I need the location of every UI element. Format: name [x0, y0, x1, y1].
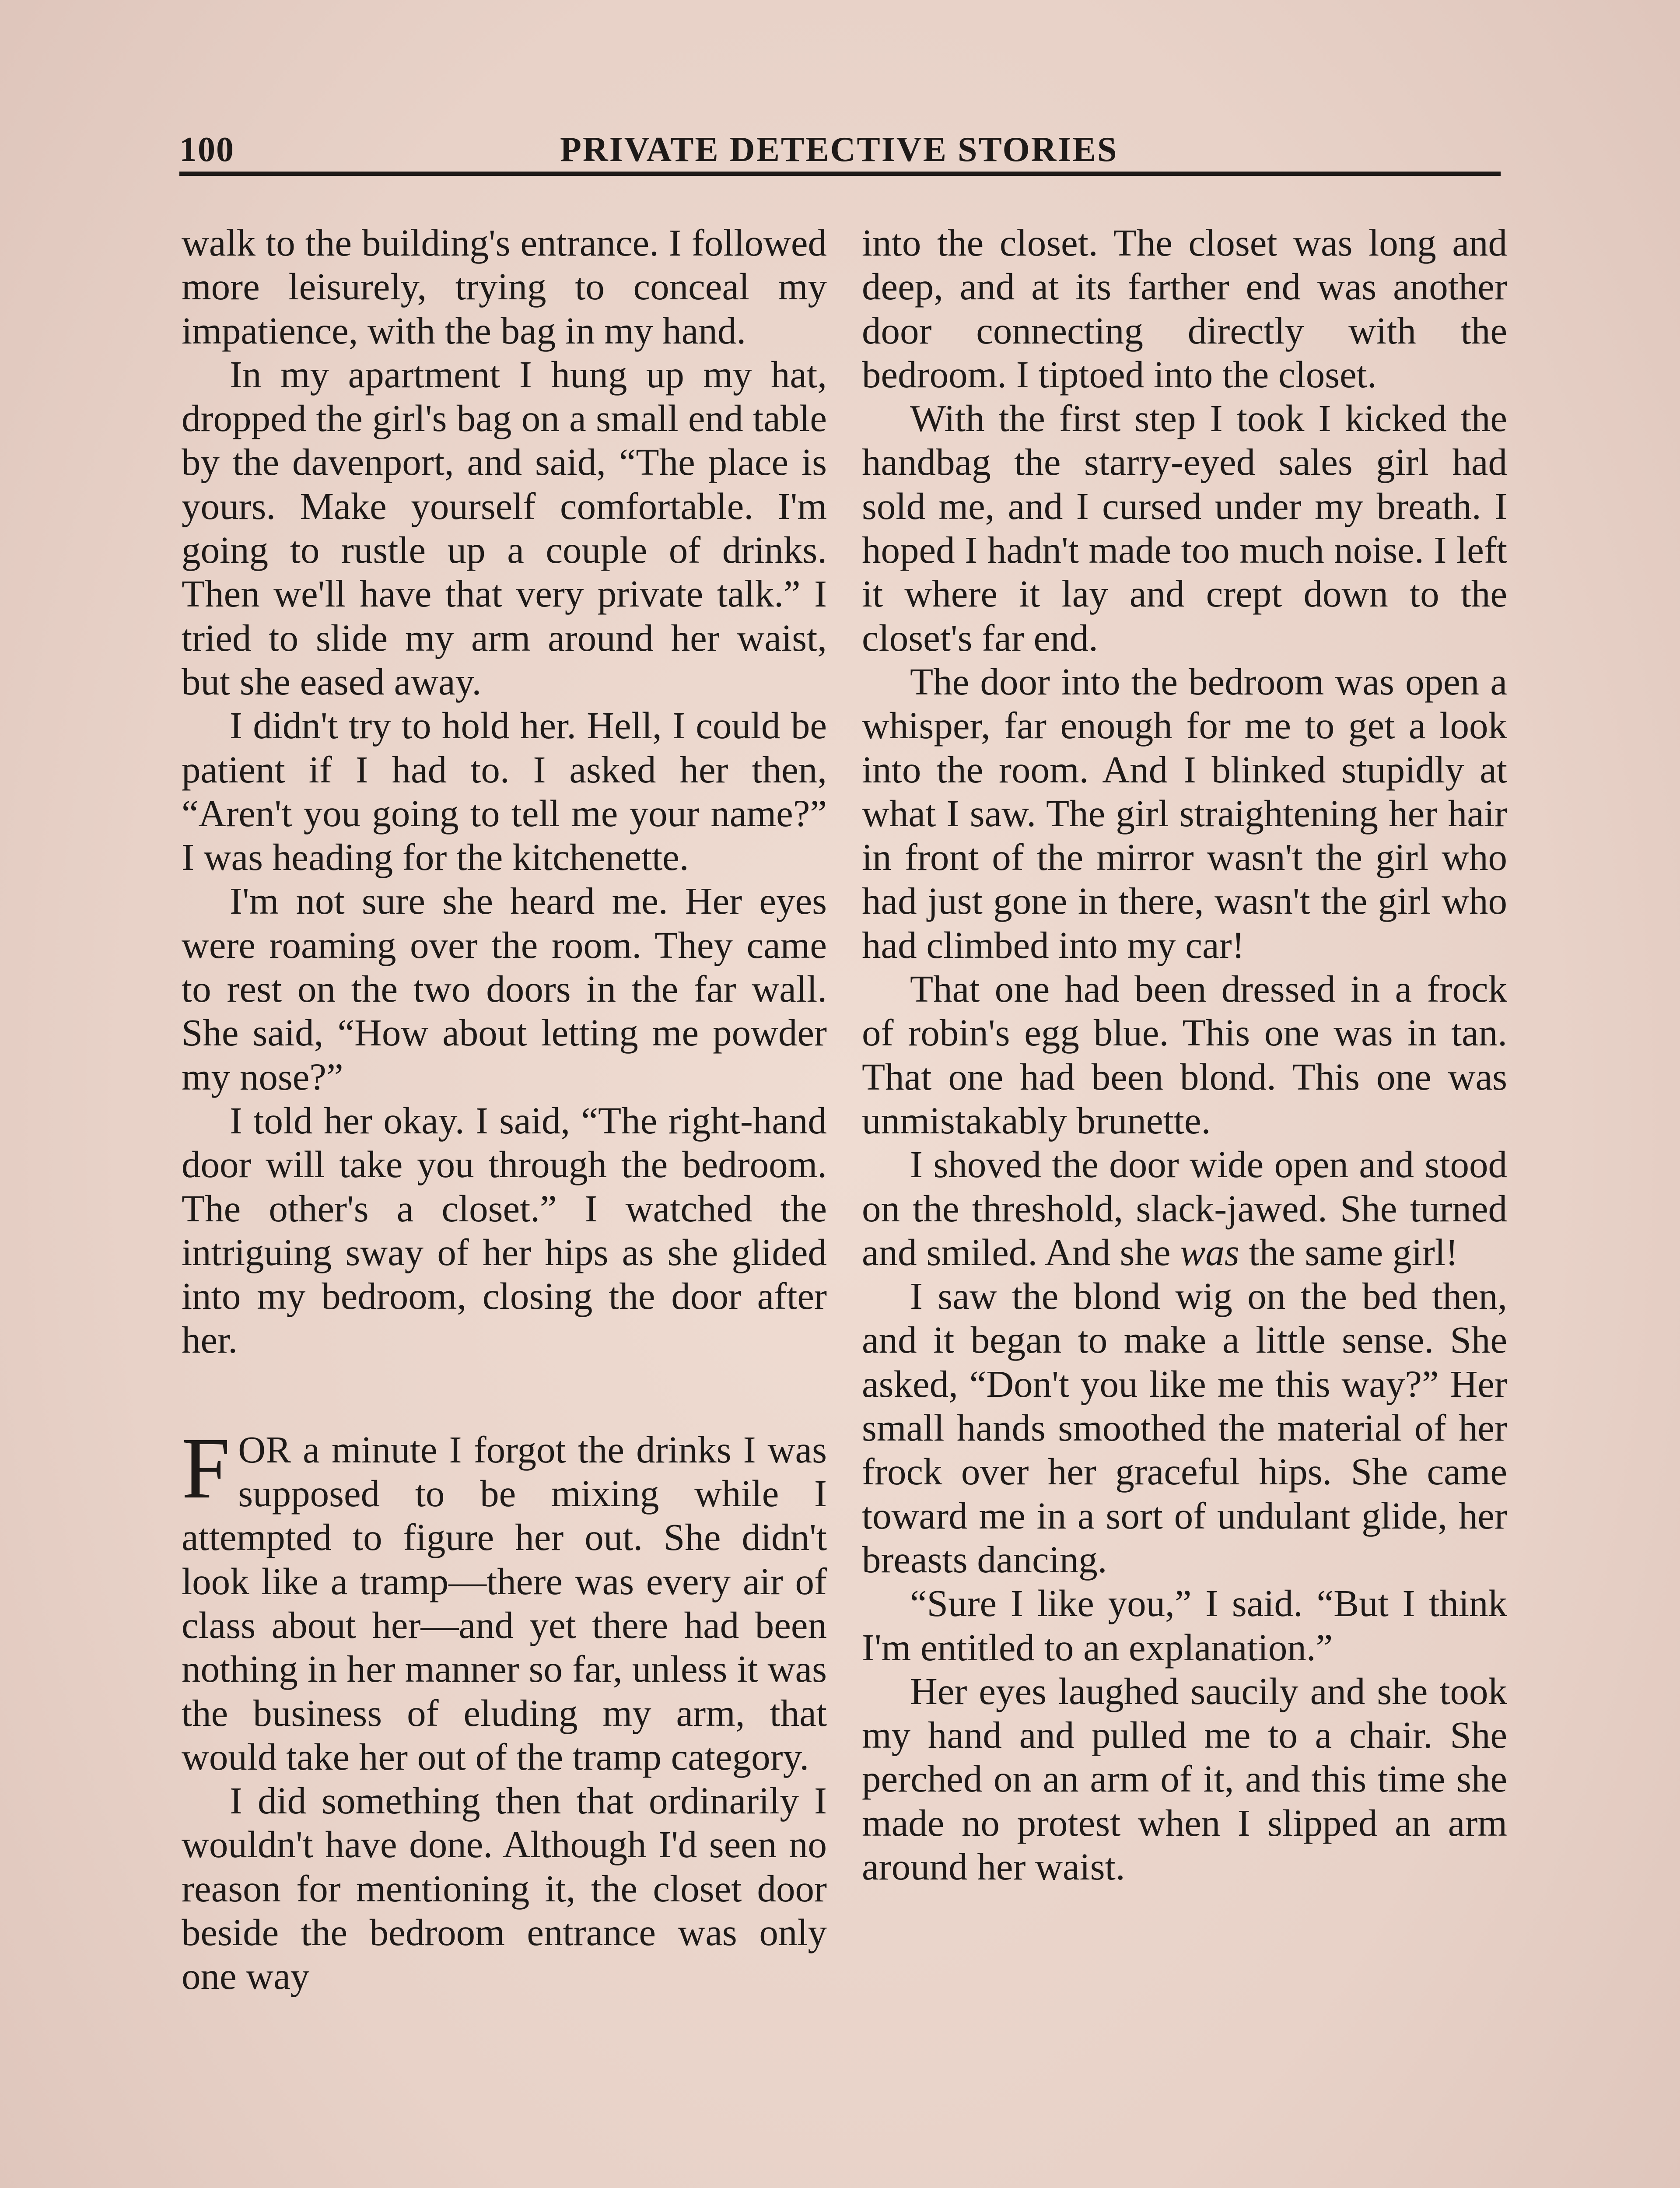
page-number: 100 [179, 130, 234, 169]
paragraph: I didn't try to hold her. Hell, I could be patient if I had to. I asked her then, “Aren't you going to tell me your name?” I was heading for the kitchenette. [182, 704, 827, 879]
section-break [182, 1362, 827, 1428]
paragraph [862, 1143, 1507, 1274]
paragraph: With the first step I took I kicked the handbag the starry-eyed sales girl had sold me, and I cursed under my breath. I hoped I hadn't made too much noise. I left it where it lay and crept down to the closet's far end. [862, 397, 1507, 659]
page-header [179, 115, 1501, 176]
paragraph-text: I shoved the door wide open and stood on the threshold, slack-jawed. She turned and smiled. And she [862, 1143, 1507, 1273]
paragraph: Her eyes laughed saucily and she took my hand and pulled me to a chair. She perched on an arm of it, and this time she made no protest when I slipped an arm around her waist. [862, 1669, 1507, 1888]
left-column [182, 221, 827, 1999]
header-rule [179, 172, 1501, 176]
paragraph: The door into the bedroom was open a whisper, far enough for me to get a look into the room. And I blinked stupidly at what I saw. The girl straightening her hair in front of the mirror wasn't the girl who had just gone in there, wasn't the girl who had climbed into my car! [862, 660, 1507, 966]
paragraph-with-drop-cap [182, 1420, 827, 1779]
paragraph: I did something then that ordinarily I wouldn't have done. Although I'd seen no reason for mentioning it, the closet door beside the bedroom entrance was only one way [182, 1779, 827, 1998]
paragraph: “Sure I like you,” I said. “But I think I'm entitled to an explanation.” [862, 1582, 1507, 1669]
drop-cap: F [182, 1420, 231, 1517]
paragraph: I told her okay. I said, “The right-hand door will take you through the bedroom. The other's a closet.” I watched the intriguing sway of her hips as she glided into my bedroom, closing the door after her. [182, 1099, 827, 1361]
right-column [862, 221, 1507, 1889]
paragraph-text: OR a minute I forgot the drinks I was supposed to be mixing while I attempted to figure her out. She didn't look like a tramp—there was every air of class about her—and yet there had been nothing in her manner so far, unless it was the business of eluding my arm, that would take her out of the tramp category. [182, 1428, 827, 1778]
paragraph: into the closet. The closet was long and deep, and at its farther end was another door connecting directly with the bedroom. I tiptoed into the closet. [862, 221, 1507, 396]
emphasis-text: was [1180, 1231, 1239, 1273]
paragraph-text: the same girl! [1249, 1231, 1458, 1273]
paragraph: In my apartment I hung up my hat, dropped the girl's bag on a small end table by the davenport, and said, “The place is yours. Make yourself comfortable. I'm going to rustle up a couple of drinks. Then we'll have that very private talk.” I tried to slide my arm around her waist, but she eased away. [182, 353, 827, 703]
paragraph: I'm not sure she heard me. Her eyes were roaming over the room. They came to rest on the two doors in the far wall. She said, “How about letting me powder my nose?” [182, 880, 827, 1098]
running-title: PRIVATE DETECTIVE STORIES [560, 130, 1118, 169]
paragraph: I saw the blond wig on the bed then, and it began to make a little sense. She asked, “Don't you like me this way?” Her small hands smoothed the material of her frock over her graceful hips. She came toward me in a sort of undulant glide, her breasts dancing. [862, 1275, 1507, 1581]
paragraph: walk to the building's entrance. I followed more leisurely, trying to conceal my impatience, with the bag in my hand. [182, 221, 827, 352]
paragraph: That one had been dressed in a frock of robin's egg blue. This one was in tan. That one had been blond. This one was unmistakably brunette. [862, 968, 1507, 1142]
